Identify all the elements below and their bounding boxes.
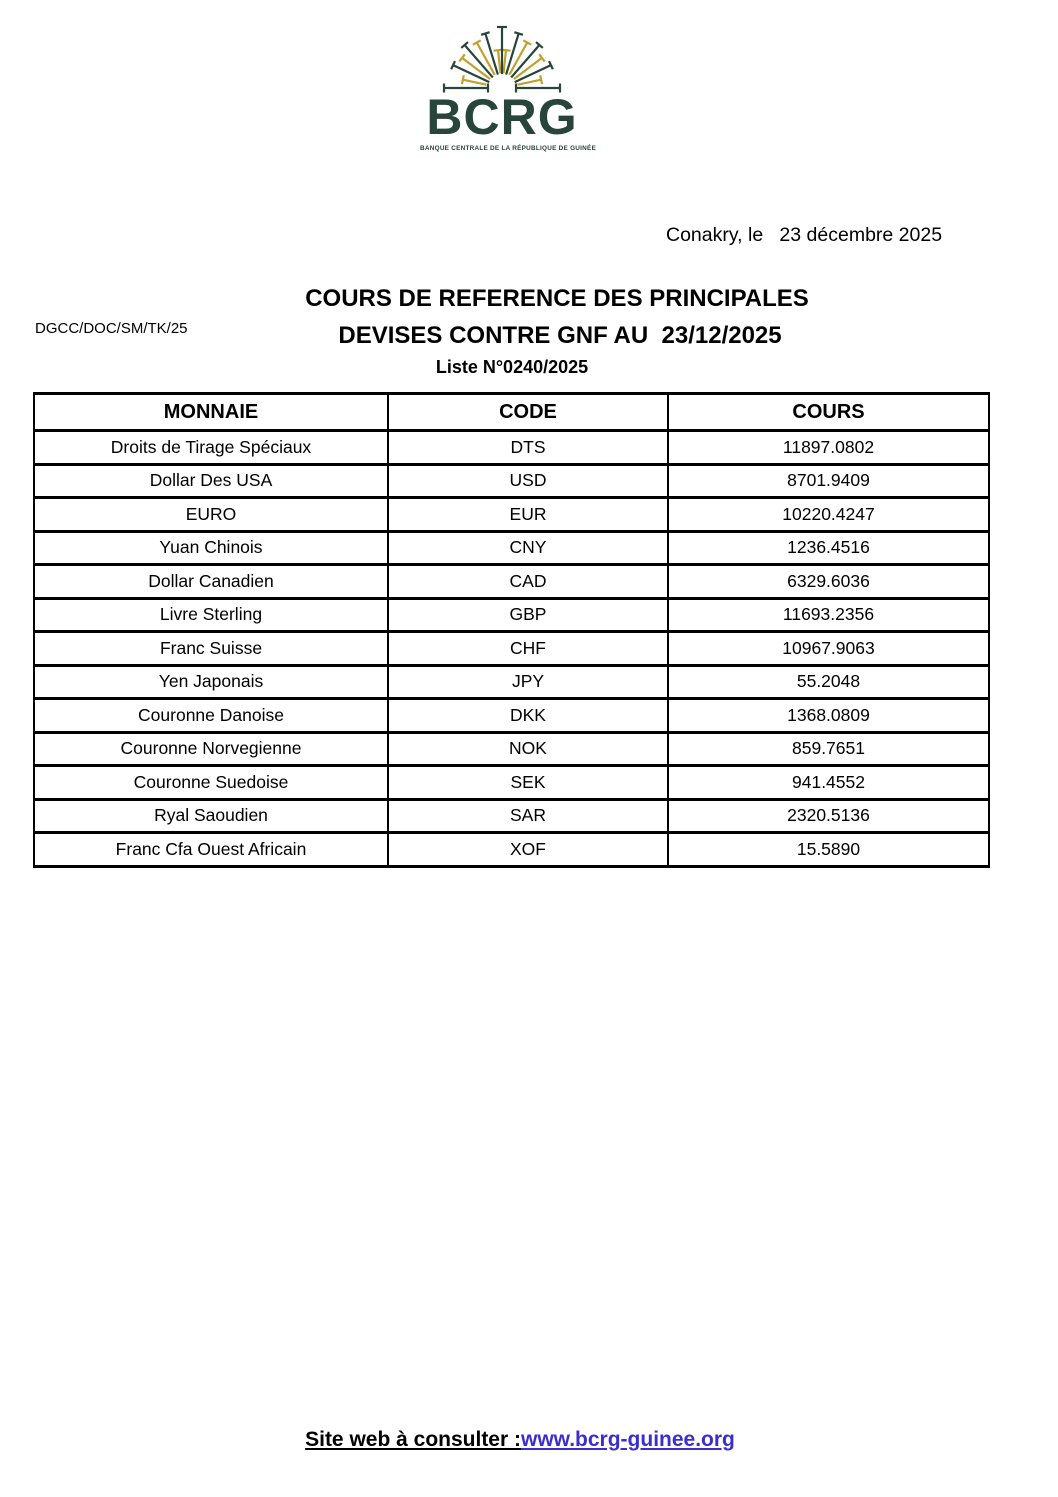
cell-cours: 8701.9409 [668, 464, 989, 498]
cell-monnaie: Droits de Tirage Spéciaux [34, 431, 388, 465]
title-line-3: Liste N°0240/2025 [435, 357, 589, 377]
cell-cours: 11693.2356 [668, 598, 989, 632]
logo-subtitle: BANQUE CENTRALE DE LA RÉPUBLIQUE DE GUINÉE [420, 145, 597, 152]
header-cours: COURS [668, 394, 989, 431]
bcrg-logo [420, 24, 597, 152]
cell-code: SEK [388, 766, 668, 800]
cell-monnaie: Dollar Canadien [34, 565, 388, 599]
footer-label: Site web à consulter : [305, 1428, 521, 1451]
cell-code: GBP [388, 598, 668, 632]
cell-cours: 2320.5136 [668, 799, 989, 833]
cell-monnaie: Dollar Des USA [34, 464, 388, 498]
cell-code: CAD [388, 565, 668, 599]
title-line-1: COURS DE REFERENCE DES PRINCIPALES [305, 285, 809, 312]
cell-monnaie: Couronne Norvegienne [34, 732, 388, 766]
table-row [34, 431, 989, 465]
cell-monnaie: Franc Suisse [34, 632, 388, 666]
table-row [34, 531, 989, 565]
cell-cours: 859.7651 [668, 732, 989, 766]
table-row [34, 665, 989, 699]
cell-cours: 941.4552 [668, 766, 989, 800]
cell-code: CNY [388, 531, 668, 565]
cell-code: NOK [388, 732, 668, 766]
date-line: Conakry, le 23 décembre 2025 [666, 224, 943, 246]
logo-acronym: BCRG [426, 89, 578, 145]
header-code: CODE [388, 394, 668, 431]
sunburst-fan-icon [420, 24, 584, 94]
rates-table-body [34, 431, 989, 867]
cell-code: DKK [388, 699, 668, 733]
cell-monnaie: Yen Japonais [34, 665, 388, 699]
cell-code: DTS [388, 431, 668, 465]
cell-code: EUR [388, 498, 668, 532]
cell-cours: 1236.4516 [668, 531, 989, 565]
cell-monnaie: Livre Sterling [34, 598, 388, 632]
cell-cours: 10967.9063 [668, 632, 989, 666]
header-monnaie: MONNAIE [34, 394, 388, 431]
title-line-2: DEVISES CONTRE GNF AU 23/12/2025 [338, 322, 782, 349]
cell-code: CHF [388, 632, 668, 666]
cell-cours: 11897.0802 [668, 431, 989, 465]
website-link[interactable]: www.bcrg-guinee.org [520, 1428, 735, 1451]
cell-cours: 10220.4247 [668, 498, 989, 532]
table-row [34, 766, 989, 800]
table-row [34, 699, 989, 733]
cell-cours: 55.2048 [668, 665, 989, 699]
cell-cours: 15.5890 [668, 833, 989, 867]
footer-line [305, 1428, 735, 1452]
table-row [34, 833, 989, 867]
cell-monnaie: Franc Cfa Ouest Africain [34, 833, 388, 867]
cell-monnaie: EURO [34, 498, 388, 532]
cell-code: USD [388, 464, 668, 498]
reference-code: DGCC/DOC/SM/TK/25 [35, 320, 188, 337]
table-row [34, 732, 989, 766]
cell-cours: 1368.0809 [668, 699, 989, 733]
exchange-rates-table [33, 392, 990, 868]
table-header-row [34, 394, 989, 431]
table-row [34, 464, 989, 498]
cell-code: XOF [388, 833, 668, 867]
table-row [34, 799, 989, 833]
cell-code: SAR [388, 799, 668, 833]
cell-monnaie: Yuan Chinois [34, 531, 388, 565]
cell-cours: 6329.6036 [668, 565, 989, 599]
table-row [34, 498, 989, 532]
cell-monnaie: Ryal Saoudien [34, 799, 388, 833]
table-row [34, 632, 989, 666]
cell-code: JPY [388, 665, 668, 699]
table-row [34, 565, 989, 599]
cell-monnaie: Couronne Danoise [34, 699, 388, 733]
table-row [34, 598, 989, 632]
cell-monnaie: Couronne Suedoise [34, 766, 388, 800]
